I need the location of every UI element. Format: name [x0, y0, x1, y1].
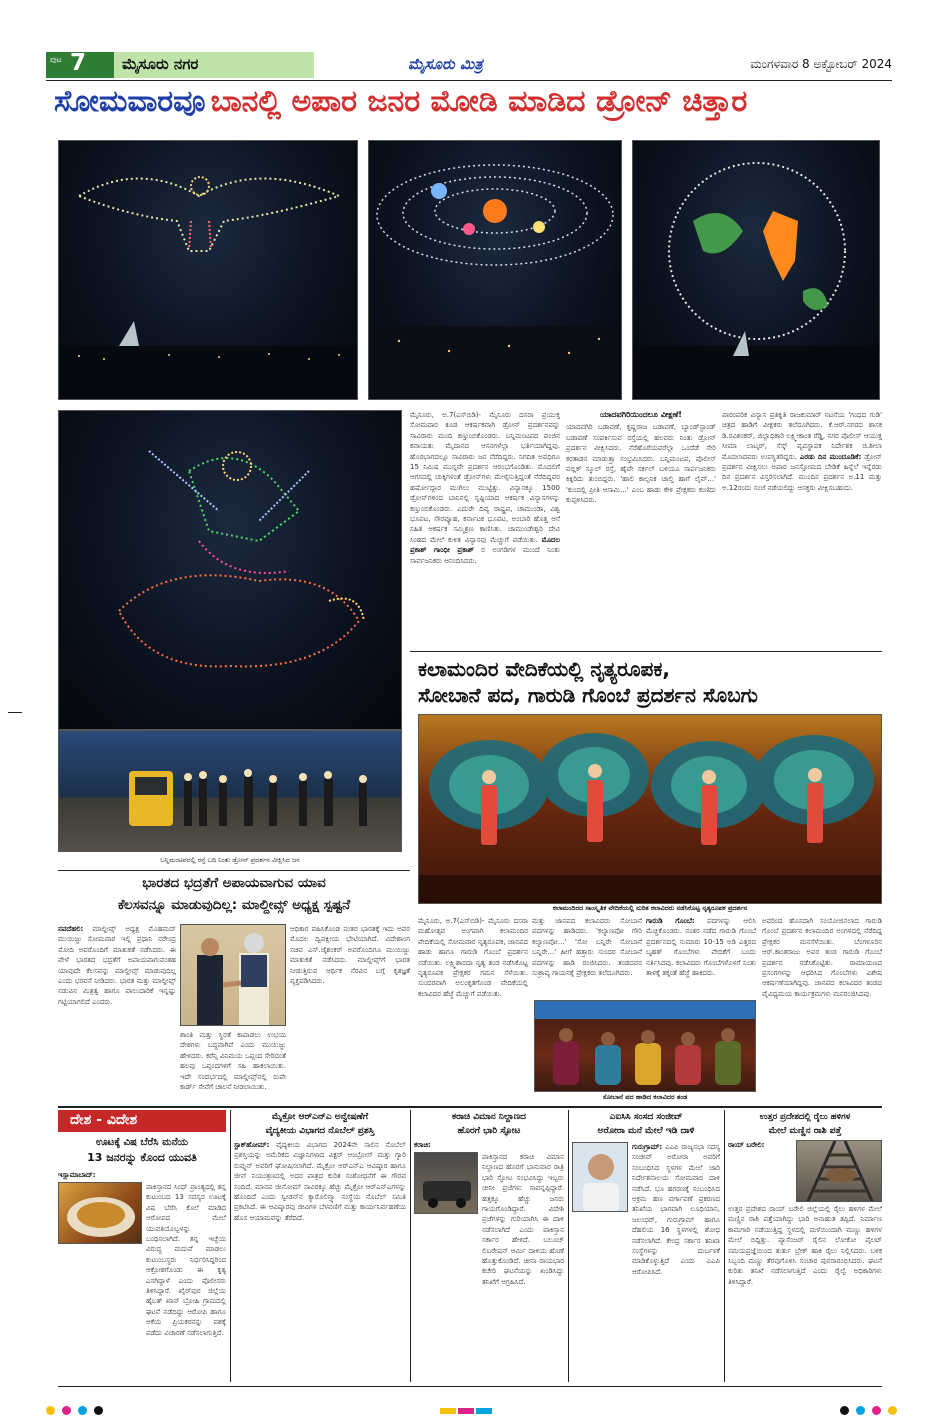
registration-dot-yellow [46, 1406, 55, 1415]
story4-divider [724, 1110, 725, 1382]
railway-track-icon [797, 1141, 882, 1202]
sobane-singers-photo [534, 1000, 756, 1092]
registration-dot-magenta-right [872, 1406, 881, 1415]
story4-headline-line2: ಅರೋರಾ ಮನೆ ಮೇಲೆ ಇಡಿ ದಾಳಿ [597, 1126, 695, 1136]
story2-body [234, 1140, 406, 1382]
maldives-col1 [58, 924, 176, 1099]
story2-headline-line2: ವೈದ್ಯಕೀಯ ವಿಭಾಗದ ನೊಬೆಲ್ ಪ್ರಶಸ್ತಿ [265, 1126, 375, 1136]
lead-col3-tail: ಡ್ರೋನ್ ಪ್ರದರ್ಶನ ವೀಕ್ಷಿಸಲು ಅಪಾರ ಜನಸ್ತೋಮದ ಬೇಡಿಕೆ ಹಿನ್ನೆಲೆ ಇನ್ನೆರಡು ದಿನ ಪ್ರದರ್ಶನ ವಿಸ್ತರಿಸಲಾಗಿದೆ. ಮುಂದಿನ ಪ್ರದರ್ಶನ ಅ.11 ಮತ್ತು ಅ.12ರಂದು ಸಂಜೆ ನಡೆಯಲಿದ್ದು ಆಸಕ್ತರು ವೀಕ್ಷಿಸಬಹುದು. [722, 452, 882, 492]
kalamandira-col1-body: ಮೈಸೂರು, ಅ.7(ಎಸ್‌ಬಿಡಿ)- ಮೈಸೂರು ದಸರಾ ಮಹೋತ್ಸವ ಅಂಗವಾಗಿ ಕಲಾಮಂದಿರ ವೇದಿಕೆಯಲ್ಲಿ ಸೋಮವಾರ ನೃತ್ಯರೂಪಕ, ಜಾನಪದ ಹಾಡು ಹಾಗೂ ಗಾರುಡಿ ಗೊಂಬೆ ಪ್ರದರ್ಶನ ನಡೆಯಿತು. ಲಕ್ಷ್ಮಿಶಾರದಾ ನೃತ್ಯ ತಂಡ ನಡೆಸಿಕೊಟ್ಟ ನೃತ್ಯರೂಪಕ ಪ್ರೇಕ್ಷಕರ ಗಮನ ಸೆಳೆಯಿತು. ಸುಂದರವಾಗಿ ಅಲಂಕೃತಗೊಂಡ ವೇದಿಕೆಯಲ್ಲಿ ಕಲಾವಿದರ ಹೆಜ್ಜೆ ಮೆಚ್ಚುಗೆ ಪಡೆಯಿತು. [418, 917, 528, 998]
story5-body-text: ಉತ್ತರ ಪ್ರದೇಶದ ರಾಯ್ ಬರೇಲಿ ಜಿಲ್ಲೆಯಲ್ಲಿ ರೈಲು ಹಳಿಗಳ ಮೇಲೆ ಮಣ್ಣಿನ ರಾಶಿ ಪತ್ತೆಯಾಗಿದ್ದು ಭಾರಿ ಅನಾಹುತ ತಪ್ಪಿದೆ. ನಿರ್ಮಾಣ ಕಾಮಗಾರಿ ನಡೆಯುತ್ತಿದ್ದ ಸ್ಥಳದಲ್ಲಿ ಮಳೆಯಿಂದಾಗಿ ಮಣ್ಣು ಹಳಿಗಳ ಮೇಲೆ ಬಿದ್ದಿತ್ತು. ಪ್ಯಾಸೆಂಜರ್ ರೈಲಿನ ಲೋಕೋ ಪೈಲಟ್ ಸಮಯಪ್ರಜ್ಞೆಯಿಂದ ತುರ್ತು ಬ್ರೇಕ್ ಹಾಕಿ ರೈಲು ನಿಲ್ಲಿಸಿದರು. ಬಳಿಕ ಸಿಬ್ಬಂದಿ ಮಣ್ಣು ತೆರವುಗೊಳಿಸಿ ಸಂಚಾರ ಪುನರಾರಂಭಿಸಿದರು. ಘಟನೆ ಕುರಿತು ತನಿಖೆ ನಡೆಸಲಾಗುತ್ತಿದೆ ಎಂದು ರೈಲ್ವೆ ಅಧಿಕಾರಿಗಳು ತಿಳಿಸಿದ್ದಾರೆ. [728, 1205, 882, 1286]
kalamandira-col3-subhead: ಗಾರುಡಿ ಗೊಂಬೆ: [646, 917, 695, 925]
color-bar-cyan [476, 1408, 492, 1414]
story5-headline-line1: ಉತ್ತರ ಪ್ರದೇಶದಲ್ಲಿ ರೈಲು ಹಳಿಗಳ [759, 1112, 851, 1122]
story2-headline-line1: ಮೈಕ್ರೋ ಆರ್‌ಎನ್‌ಎ ಅನ್ವೇಷಣೆಗೆ [271, 1112, 369, 1122]
drone-photo-solar-system [368, 140, 622, 400]
story5-dateline-box [728, 1140, 792, 1152]
crowd-icon [59, 731, 402, 852]
registration-dot-black-right [840, 1406, 849, 1415]
lead-story-col3 [722, 410, 882, 648]
color-bar-magenta [458, 1408, 474, 1414]
kalamandira-col4-body: ಅವರಿಂದ ಹೊಸದಾಗಿ ಸಂಯೋಜಿಸಲಾದ ಗಾರುಡಿ ಗೊಂಬೆ ಪ್ರದರ್ಶನ ಕಲಾಮಂದಿರ ಅಂಗಳದಲ್ಲಿ ನೆರೆದಿದ್ದ ಪ್ರೇಕ್ಷಕರ ಮನಸೆಳೆಯಿತು. ಬೆಂಗಳೂರಿನ ಆರ್.ಕಾಂತರಾಜು ಅವರ ತಂಡ ಗಾರುಡಿ ಗೊಂಬೆ ಪ್ರದರ್ಶನ ನಡೆಸಿಕೊಟ್ಟಿತು. ರಾಮಾಯಣದ ಪ್ರಸಂಗಗಳನ್ನು ಆಧರಿಸಿದ ಗೊಂಬೆಗಳು ವಿಶೇಷ ಆಕರ್ಷಣೆಯಾಗಿದ್ದವು. ಜಾನಪದ ಕಲಾವಿದರ ತಂಡದ ವೈವಿಧ್ಯಮಯ ಕಾರ್ಯಕ್ರಮಗಳು ಮನರಂಜಿಸಿದವು. [762, 917, 882, 998]
desha-banner-title: ದೇಶ - ವಿದೇಶ [70, 1112, 138, 1128]
story4-headline-line1: ಎಐಸಿಸಿ ಸಂಸದ ಸಂಜೀವ್ [609, 1112, 683, 1122]
story2-body-text: ವೈದ್ಯಕೀಯ ವಿಭಾಗದ 2024ನೇ ಸಾಲಿನ ನೊಬೆಲ್ ಪ್ರಶಸ್ತಿಯನ್ನು ಅಮೆರಿಕದ ವಿಜ್ಞಾನಿಗಳಾದ ವಿಕ್ಟರ್ ಆಂಬ್ರೋಸ್ ಮತ್ತು ಗ್ಯಾರಿ ರುವ್ಕುನ್ ಅವರಿಗೆ ಘೋಷಿಸಲಾಗಿದೆ. ಮೈಕ್ರೋ ಆರ್‌ಎನ್‌ಎ ಆವಿಷ್ಕಾರ ಹಾಗೂ ಜೀನ್ ನಿಯಂತ್ರಣದಲ್ಲಿ ಅದರ ಪಾತ್ರದ ಕುರಿತ ಸಂಶೋಧನೆಗೆ ಈ ಗೌರವ ಸಂದಿದೆ. ಮಾನವ ಜೀನೋಮ್ ಸಾವಿರಕ್ಕೂ ಹೆಚ್ಚು ಮೈಕ್ರೋ ಆರ್‌ಎನ್‌ಎಗಳನ್ನು ಹೊಂದಿದೆ ಎಂದು ಸ್ವೀಡನ್‌ನ ಕ್ಯಾರೊಲಿನ್ಸ್ಕಾ ಸಂಸ್ಥೆಯ ನೊಬೆಲ್ ಸಮಿತಿ ಪ್ರಕಟಿಸಿದೆ. ಈ ಆವಿಷ್ಕಾರವು ಜೀವಿಗಳ ಬೆಳವಣಿಗೆ ಮತ್ತು ಕಾರ್ಯನಿರ್ವಹಣೆಯ ಹೊಸ ಆಯಾಮವನ್ನು ತೆರೆದಿದೆ. [234, 1141, 406, 1222]
registration-dot-cyan-right [856, 1406, 865, 1415]
dance-photo-caption: ಕಲಾಮಂದಿರದ ಸಾಂಸ್ಕೃತಿಕ ವೇದಿಕೆಯಲ್ಲಿ ನುರಿತ ಕಲಾವಿದರು ನಡೆಸಿಕೊಟ್ಟ ನೃತ್ಯರೂಪಕ ಪ್ರದರ್ಶನ [552, 904, 748, 912]
masthead [46, 52, 892, 78]
desha-top-rule [58, 1106, 882, 1108]
kalamandira-headline-line2: ಸೋಬಾನೆ ಪದ, ಗಾರುಡಿ ಗೊಂಬೆ ಪ್ರದರ್ಶನ ಸೊಬಗು [418, 683, 758, 707]
portrait-icon [573, 1143, 628, 1212]
story2-dateline: ಸ್ಟಾಕ್‌ಹೋಮ್: [234, 1141, 270, 1149]
story4-dateline: ಗುರುಗ್ರಾಮ್: [632, 1143, 663, 1151]
registration-dot-black [94, 1406, 103, 1415]
color-bar-yellow [440, 1408, 456, 1414]
lead-story-col1 [410, 410, 560, 648]
registration-dot-magenta [62, 1406, 71, 1415]
story4-body-text: ಎಎಪಿ ರಾಜ್ಯಸಭಾ ಸದಸ್ಯ ಸಂಜೀವ್ ಅರೋರಾ ಅವರಿಗೆ ಸಂಬಂಧಿಸಿದ ಸ್ಥಳಗಳ ಮೇಲೆ ಜಾರಿ ನಿರ್ದೇಶನಾಲಯ ಸೋಮವಾರ ದಾಳಿ ನಡೆಸಿದೆ. ಭೂ ಹಗರಣಕ್ಕೆ ಸಂಬಂಧಿಸಿದ ಅಕ್ರಮ ಹಣ ವರ್ಗಾವಣೆ ಪ್ರಕರಣದ ತನಿಖೆಯ ಭಾಗವಾಗಿ ಲೂಧಿಯಾನ, ಜಲಂಧರ್, ಗುರುಗ್ರಾಮ್ ಹಾಗೂ ದೆಹಲಿಯ 16 ಸ್ಥಳಗಳಲ್ಲಿ ಶೋಧ ನಡೆಸಲಾಗಿದೆ. ಕೇಂದ್ರ ಸರ್ಕಾರ ತನಿಖಾ ಸಂಸ್ಥೆಗಳನ್ನು ದುರ್ಬಳಕೆ ಮಾಡಿಕೊಳ್ಳುತ್ತಿದೆ ಎಂದು ಎಎಪಿ ಆರೋಪಿಸಿದೆ. [632, 1143, 720, 1276]
story3-headline [414, 1110, 564, 1138]
lead-story-col2 [566, 410, 716, 648]
maldives-col2-body: ಆಧಿಕಾರ ವಹಿಸಿಕೊಂಡ ನಂತರ ಭಾರತಕ್ಕೆ ಇದು ಅವರ ಮೊದಲ ದ್ವಿಪಕ್ಷೀಯ ಭೇಟಿಯಾಗಿದೆ. ವಿದೇಶಾಂಗ ಸಚಿವ ಎಸ್.ಜೈಶಂಕರ್ ಅವರೊಂದಿಗೂ ಮುಯಿಜ್ಜು ಮಾತುಕತೆ ನಡೆಸಿದರು. ಮಾಲ್ದೀವ್ಸ್‌ಗೆ ಭಾರತ ನೀಡುತ್ತಿರುವ ಆರ್ಥಿಕ ನೆರವಿನ ಬಗ್ಗೆ ಕೃತಜ್ಞತೆ ವ್ಯಕ್ತಪಡಿಸಿದರು. [290, 925, 410, 986]
page-bottom-rule [58, 1386, 882, 1387]
maldives-col2 [290, 924, 410, 1099]
maldives-col3-body: ಶಾಂತಿ ಮತ್ತು ಸ್ಥಿರತೆ ಕಾಪಾಡಲು ಉಭಯ ದೇಶಗಳು ಬದ್ಧವಾಗಿವೆ ಎಂದು ಮುಯಿಜ್ಜು ಹೇಳಿದರು. ಕರೆನ್ಸಿ ವಿನಿಮಯ ಒಪ್ಪಂದ ಸೇರಿದಂತೆ ಹಲವು ಒಪ್ಪಂದಗಳಿಗೆ ಸಹಿ ಹಾಕಲಾಯಿತು. ಇದೇ ಸಂದರ್ಭದಲ್ಲಿ ಮಾಲ್ದೀವ್ಸ್‌ನಲ್ಲಿ ರುಪೇ ಕಾರ್ಡ್ ಸೇವೆಗೆ ಚಾಲನೆ ನೀಡಲಾಯಿತು. [180, 1031, 286, 1092]
story1-dateline: ಇಸ್ಲಾಮಾಬಾದ್: [58, 1171, 96, 1179]
drone-photo-chamundeshwari [58, 410, 402, 730]
maldives-dateline: ನವದೆಹಲಿ: [58, 925, 84, 933]
lead-col3-body: ಪಾರಂಪರಿಕ ವಿನ್ಯಾಸ ಪ್ರತಿಕೃತಿ ರಾಜಕುಮಾರ್ ನಟನೆಯ 'ಗಂಧದ ಗುಡಿ' ಚಿತ್ರದ ಹಾಡಿಗೆ ವೀಕ್ಷಕರು ತಲೆದೂಗಿದರು. ಕೆ.ಆರ್.ನಗರದ ಶಾಸಕ ಡಿ.ರವಿಶಂಕರ್, ಜಿಲ್ಲಾಧಿಕಾರಿ ಲಕ್ಷ್ಮೀಕಾಂತ ರೆಡ್ಡಿ, ನಗರ ಪೊಲೀಸ್ ಆಯುಕ್ತ ಸೀಮಾ ಲಾಟ್ಕರ್, ಸೆಸ್ಕ್ ವ್ಯವಸ್ಥಾಪಕ ನಿರ್ದೇಶಕ ಜಿ.ಶೀಲಾ ಮೊದಲಾದವರು ಉಪಸ್ಥಿತರಿದ್ದರು. [722, 411, 882, 461]
story1-headline-line2: 13 ಜನರನ್ನು ಕೊಂದ ಯುವತಿ [87, 1151, 197, 1164]
page-number: 7 [70, 50, 87, 76]
story3-headline-line2: ಹೊರಗೆ ಭಾರಿ ಸ್ಫೋಟ [457, 1126, 521, 1136]
maldives-col3 [180, 1030, 286, 1100]
goddess-on-lion-drone-icon [59, 411, 402, 730]
karachi-blast-photo [414, 1152, 478, 1214]
maldives-col1-body: ಮಾಲ್ದೀವ್ಸ್ ಅಧ್ಯಕ್ಷ ಮೊಹಮದ್ ಮುಯಿಜ್ಜು ಸೋಮವಾರ ಇಲ್ಲಿ ಪ್ರಧಾನಿ ನರೇಂದ್ರ ಮೋದಿ ಅವರೊಂದಿಗೆ ಮಾತುಕತೆ ನಡೆಸಿದರು. ಈ ವೇಳೆ ಭಾರತದ ಭದ್ರತೆಗೆ ಅಪಾಯವಾಗುವಂತಹ ಯಾವುದೇ ಕೆಲಸವನ್ನು ಮಾಲ್ದೀವ್ಸ್ ಮಾಡುವುದಿಲ್ಲ ಎಂದು ಭರವಸೆ ನೀಡಿದರು. ಭಾರತ ಮತ್ತು ಮಾಲ್ದೀವ್ಸ್ ನಡುವಿನ ಮಿತ್ರತ್ವ ಹಾಗೂ ಪಾಲುದಾರಿಕೆ ಇನ್ನಷ್ಟು ಗಟ್ಟಿಯಾಗಲಿದೆ ಎಂದರು. [58, 925, 176, 1006]
story3-dateline: ಕರಾಚಿ: [414, 1141, 431, 1149]
solar-system-drone-icon [369, 141, 622, 400]
story1-body-overflow [58, 1248, 142, 1382]
story3-divider [568, 1110, 569, 1382]
dance-performance-photo [418, 714, 882, 904]
crowd-photo-caption: ಬನ್ನಿಮಂಟಪದಲ್ಲಿ ರಸ್ತೆ ಬದಿ ನಿಂತು ಡ್ರೋನ್ ಪ್ರದರ್ಶನ ವೀಕ್ಷಿಸಿದ ಜನ [160, 856, 300, 864]
story1-headline [58, 1136, 226, 1166]
story3-body-text: ಪಾಕಿಸ್ತಾನದ ಕರಾಚಿ ವಿಮಾನ ನಿಲ್ದಾಣದ ಹೊರಗೆ ಭಾನುವಾರ ರಾತ್ರಿ ಭಾರಿ ಸ್ಫೋಟ ಸಂಭವಿಸಿದ್ದು ಇಬ್ಬರು ಚೀನೀ ಪ್ರಜೆಗಳು ಸಾವನ್ನಪ್ಪಿದ್ದಾರೆ. ಹತ್ತಕ್ಕೂ ಹೆಚ್ಚು ಜನರು ಗಾಯಗೊಂಡಿದ್ದಾರೆ. ವಿದೇಶಿ ಪ್ರಜೆಗಳನ್ನು ಗುರಿಯಾಗಿಸಿ ಈ ದಾಳಿ ನಡೆಸಲಾಗಿದೆ ಎಂದು ಪಾಕಿಸ್ತಾನ ಸರ್ಕಾರ ಹೇಳಿದೆ. ಬಲೂಚ್ ಲಿಬರೇಷನ್ ಆರ್ಮಿ ದಾಳಿಯ ಹೊಣೆ ಹೊತ್ತುಕೊಂಡಿದೆ. ಚೀನಾ ರಾಯಭಾರ ಕಚೇರಿ ಘಟನೆಯನ್ನು ಖಂಡಿಸಿದ್ದು ತನಿಖೆಗೆ ಆಗ್ರಹಿಸಿದೆ. [482, 1153, 564, 1286]
story1-body [146, 1182, 226, 1382]
handshake-icon [181, 925, 286, 1026]
story4-body [632, 1142, 720, 1382]
kalamandira-col3 [646, 916, 756, 998]
story3-headline-line1: ಕರಾಚಿ ವಿಮಾನ ನಿಲ್ದಾಣದ [452, 1112, 526, 1122]
lead-col1-subhead: ಮೊದಲ ಪ್ರಕಾಶ್ ಗಾಂಧೀ ಪ್ರಕಾಶ್ [410, 535, 560, 555]
drone-photo-eagle [58, 140, 358, 400]
burnt-vehicle-icon [415, 1153, 478, 1214]
lead-bottom-rule [410, 651, 882, 652]
singers-photo-caption: ಸೋಬಾನೆ ಪದ ಹಾಡಿದ ಕಲಾವಿದರ ತಂಡ [602, 1093, 688, 1101]
story5-headline [728, 1110, 882, 1138]
maldives-headline-line1: ಭಾರತದ ಭದ್ರತೆಗೆ ಅಪಾಯವಾಗುವ ಯಾವ [142, 875, 326, 891]
masthead-rule [46, 80, 892, 81]
story1-body-text: ಪಾಕಿಸ್ತಾನದ ಸಿಂಧ್ ಪ್ರಾಂತ್ಯದಲ್ಲಿ ತನ್ನ ಕುಟುಂಬದ 13 ಸದಸ್ಯರ ಊಟಕ್ಕೆ ವಿಷ ಬೆರೆಸಿ ಕೊಲೆ ಮಾಡಿದ ಆರೋಪದ ಮೇಲೆ ಯುವತಿಯೊಬ್ಬಳನ್ನು ಬಂಧಿಸಲಾಗಿದೆ. ತನ್ನ ಇಚ್ಛೆಯ ವಿರುದ್ಧ ಮದುವೆ ಮಾಡಲು ಕುಟುಂಬಸ್ಥರು ನಿರ್ಧರಿಸಿದ್ದರಿಂದ ಆಕ್ರೋಶಗೊಂಡು ಈ ಕೃತ್ಯ ಎಸಗಿದ್ದಾಳೆ ಎಂದು ಪೊಲೀಸರು ತಿಳಿಸಿದ್ದಾರೆ. ಖೈರ್‌ಪುರ ಜಿಲ್ಲೆಯ ಹೈಬತ್ ಖಾನ್ ಬ್ರೋಹಿ ಗ್ರಾಮದಲ್ಲಿ ಘಟನೆ ನಡೆದಿದ್ದು ಆರೋಪಿ ಹಾಗೂ ಆಕೆಯ ಪ್ರಿಯಕರನನ್ನು ವಶಕ್ಕೆ ಪಡೆದು ವಿಚಾರಣೆ ನಡೆಸಲಾಗುತ್ತಿದೆ. [146, 1183, 226, 1337]
lead-headline-part1: ಸೋಮವಾರವೂ [54, 84, 206, 119]
maldives-top-rule [58, 870, 410, 871]
crowd-roadside-photo [58, 730, 402, 852]
lead-col1-body: ಮೈಸೂರು, ಅ.7(ಎಸ್‌ಬಿಡಿ)- ಮೈಸೂರು ದಸರಾ ಪ್ರಯುಕ್ತ ಸೋಮವಾರ ಕೂಡ ಆಕರ್ಷಕವಾಗಿ ಡ್ರೋನ್ ಪ್ರದರ್ಶನವನ್ನು ಸಾವಿರಾರು ಮಂದಿ ಕಣ್ತುಂಬಿಕೊಂಡರು. ಬನ್ನಿಮಂಟಪದ ಪಂಜಿನ ಕವಾಯತು ಮೈದಾನದ ಆಸನಗಳೆಲ್ಲಾ ಭರ್ತಿಯಾಗಿದ್ದವು. ಹೊರಭಾಗದಲ್ಲೂ ಸಾವಿರಾರು ಜನ ನೆರೆದಿದ್ದರು. ನಿಗದಿತ ಅವಧಿಗೂ 15 ನಿಮಿಷ ಮುನ್ನವೇ ಪ್ರದರ್ಶನ ಆರಂಭಗೊಂಡಿತು. ಮೊದಲಿಗೆ ಆಗಸದಲ್ಲಿ ಚುಕ್ಕಿಗಳಂತೆ ಡ್ರೋನ್‌ಗಳು ಮೇಳೈಸುತ್ತಿದ್ದಂತೆ ನೆರೆದಿದ್ದವರ ಹರ್ಷೋದ್ಗಾರ ಮುಗಿಲು ಮುಟ್ಟಿತ್ತು. ವಿನ್ಯಾಸಕ್ಕೂ 1500 ಡ್ರೋನ್‌ಗಳಿಂದ ಬಾನಿನಲ್ಲಿ ಸೃಷ್ಟಿಯಾದ ಆಕರ್ಷಕ ವಿನ್ಯಾಸಗಳನ್ನು ಕಣ್ತುಂಬಿಕೊಂಡರು. ಎದುರೇ ದಿವ್ಯ ರಾಷ್ಟ್ರಪ, ಚಾಮುಂಡಾ, ವಿಶ್ವ ಭೂಪಟ, ಸೌರವ್ಯೂಹ, ಕರ್ನಾಟಕ ಭೂಪಟ, ಅಂಬಾರಿ ಹೊತ್ತ ಆನೆ ಸಹಿತ ಆಕರ್ಷಕ ಸಮ್ಮಿಶ್ರಣ ಕಾಣಿಸಿತು. ಚಾಮುಂಡೇಶ್ವರಿ ದೇವಿ ಸಿಂಹದ ಮೇಲೆ ಕುಳಿತ ವಿನ್ಯಾಸವು ಮೆಚ್ಚುಗೆ ಪಡೆಯಿತು. [410, 411, 560, 544]
kalamandira-headline-line1: ಕಲಾಮಂದಿರ ವೇದಿಕೆಯಲ್ಲಿ ನೃತ್ಯರೂಪಕ, [418, 657, 670, 681]
story4-headline [572, 1110, 720, 1138]
paper-name: ಮೈಸೂರು ಮಿತ್ರ [408, 55, 483, 73]
registration-dot-cyan [78, 1406, 87, 1415]
globe-drone-icon [633, 141, 880, 400]
registration-dot-yellow-right [888, 1406, 897, 1415]
kalamandira-col4 [762, 916, 882, 1104]
maldives-headline [58, 872, 410, 920]
lead-col2-subhead: ಯಾದವಗಿರಿಯಿಂದಲೂ ವೀಕ್ಷಣೆ! [600, 410, 682, 419]
story3-body [482, 1152, 564, 1382]
eagle-drone-icon [59, 141, 358, 400]
lead-col2-body: ಯಾದವಗಿರಿ ಬಡಾವಣೆ, ಕೃಷ್ಣರಾಜ ಬಡಾವಣೆ, ಬ್ಯಾಂಡ್‌ಸ್ಟಾಂಡ್ ಬಡಾವಣೆ ಸಂಪರ್ಕಿಸುವ ರಸ್ತೆಯಲ್ಲಿ ಹಲವರು ನಿಂತು ಡ್ರೋನ್ ಪ್ರದರ್ಶನ ವೀಕ್ಷಿಸಿದರು. ನೆರೆಹೊರೆಯವರೆಲ್ಲಾ ಒಂದೆಡೆ ಸೇರಿ ಕರತಾಡನ ಮಾಡುತ್ತಾ ಸಂಭ್ರಮಿಸಿದರು. ಬನ್ನಿಮಂಟಪ, ಪೊಲೀಸ್ ಪಬ್ಲಿಕ್ ಸ್ಕೂಲ್ ರಸ್ತೆ, ಹೈವೇ ಸರ್ಕಲ್ ಬಳಿಯೂ ಸಾರ್ವಜನಿಕರು ಕಿಕ್ಕಿರಿದು ತುಂಬಿದ್ದರು. 'ಹಾಲಿ ಕಾಲ್ಪನಿಕ ಚಾಲ್ತಿ ಹಾಗೆ ಲೈವ್...' 'ಕುಂದಲ್ಲಿ ಪ್ರೀತಿ ಆಸಾಮಿ...' ಎಂಬ ಹಾಡು ಕೇಳಿ ಪ್ರೇಕ್ಷಕರು ಕುಣಿದು ಕುಪ್ಪಳಿಸಿದರು. [566, 423, 716, 505]
lead-col3-subhead: ಎರಡು ದಿನ ಮುಂದೂಡಿಕೆ: [799, 452, 862, 461]
story5-body [728, 1204, 882, 1382]
kalamandira-col2-body: ಮತ್ತು ಜಾನಪದ ಕಲಾವಿದರು ಸೋಬಾನೆ ಪದಗಳನ್ನು ಹಾಡಿದರು. 'ಕಲ್ಯಾಣವೋ ಗೌರಿ ಕಲ್ಯಾಣವೋ...' 'ಸೋ ಬನ್ನಿರೇ ಸೋಬಾನೆ ಬನ್ನಿರೇ...' ಹೀಗೆ ಹತ್ತಾರು ಸುಂದರ ಸೋಬಾನೆ ಪದಗಳನ್ನು ಹಾಡಿ ರಂಜಿಸಿದರು. ತಂಡದವರ ಸುಶ್ರಾವ್ಯ ಗಾಯನಕ್ಕೆ ಪ್ರೇಕ್ಷಕರು ತಲೆದೂಗಿದರು. [532, 917, 642, 978]
story2-headline [234, 1110, 406, 1138]
singers-icon [535, 1001, 756, 1092]
story1-headline-line1: ಊಟಕ್ಕೆ ವಿಷ ಬೆರೆಸಿ ಮನೆಯ [96, 1137, 188, 1148]
lead-col1-tail: ರ ಅಂಗಡಿಗಳ ಮುಂದೆ ನಿಂತು ಸಾರ್ವಜನಿಕರು ಆನಂದಿಸಿದರು. [410, 546, 560, 565]
lead-headline-part2: ಬಾನಲ್ಲಿ ಅಪಾರ ಜನರ ಮೋಡಿ ಮಾಡಿದ ಡ್ರೋನ್ ಚಿತ್ತಾರ [210, 84, 748, 119]
drone-photo-globe [632, 140, 880, 400]
story5-dateline: ರಾಯ್ ಬರೇಲಿ: [728, 1141, 765, 1149]
kalamandira-headline [418, 656, 882, 712]
story5-headline-line2: ಮೇಲೆ ಮಣ್ಣಿನ ರಾಶಿ ಪತ್ತೆ [768, 1126, 842, 1136]
kalamandira-col2 [532, 916, 642, 998]
poisoned-food-photo [58, 1182, 142, 1244]
kalamandira-col3-body: ಪದಗಳನ್ನು ಆಲಿಸಿ ಮೆಚ್ಚಿಕೊಂಡರು. ನಂತರ ನಡೆದ ಗಾರುಡಿ ಗೊಂಬೆ ಪ್ರದರ್ಶನದಲ್ಲಿ ಸುಮಾರು 10-15 ಅಡಿ ಎತ್ತರದ ಬೃಹತ್ ಗೊಂಬೆಗಳು ವೇದಿಕೆಗೆ ಬಂದು ನರ್ತಿಸಿದವು. ಕಲಾವಿದರು ಗೊಂಬೆಗಳೊಳಗೆ ನಿಂತು ತಾಳಕ್ಕೆ ತಕ್ಕಂತೆ ಹೆಜ್ಜೆ ಹಾಕಿದರು. [646, 917, 756, 978]
issue-date: ಮಂಗಳವಾರ 8 ಅಕ್ಟೋಬರ್ 2024 [750, 57, 892, 71]
fold-mark [8, 712, 22, 713]
page-label: ಪುಟ [50, 55, 62, 64]
lead-headline [54, 84, 892, 130]
peacock-dancers-icon [419, 715, 882, 904]
railway-track-photo [796, 1140, 882, 1202]
section-title: ಮೈಸೂರು ನಗರ [122, 55, 199, 73]
sanjeev-arora-photo [572, 1142, 628, 1212]
kalamandira-col1 [418, 916, 528, 1104]
modi-muizzu-photo [180, 924, 286, 1026]
maldives-headline-line2: ಕೆಲಸವನ್ನೂ ಮಾಡುವುದಿಲ್ಲ: ಮಾಲ್ದೀವ್ಸ್ ಅಧ್ಯಕ್ಷ ಸ್ಪಷ್ಟನೆ [117, 897, 351, 913]
story1-divider [230, 1110, 231, 1382]
food-plate-icon [59, 1183, 142, 1244]
story2-divider [410, 1110, 411, 1382]
